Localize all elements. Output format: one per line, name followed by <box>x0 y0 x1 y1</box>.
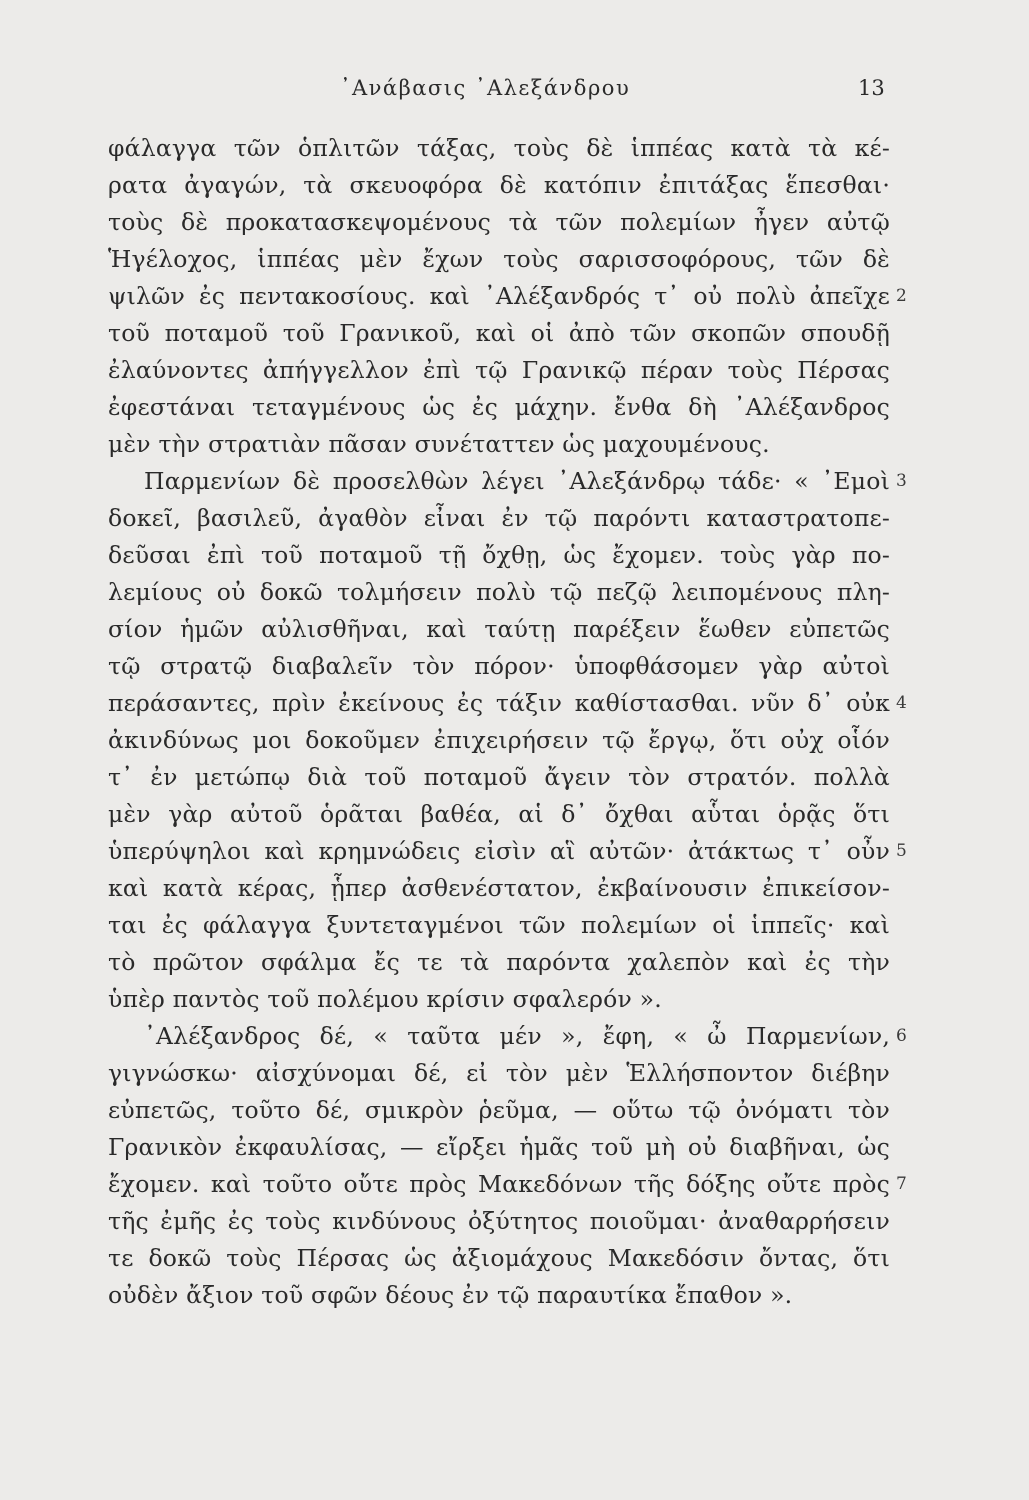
text-line: τ᾿ ἐν μετώπῳ διὰ τοῦ ποταμοῦ ἄγειν τὸν στρατόν. πολλὰ <box>108 763 890 791</box>
page-number: 13 <box>858 76 885 100</box>
text-line: εὐπετῶς, τοῦτο δέ, σμικρὸν ῥεῦμα, — οὕτω τῷ ὀνόματι τὸν <box>108 1096 890 1124</box>
text-line: σίον ἡμῶν αὐλισθῆναι, καὶ ταύτῃ παρέξειν ἕωθεν εὐπετῶς <box>108 615 890 643</box>
text-line: Παρμενίων δὲ προσελθὼν λέγει ᾿Αλεξάνδρῳ τάδε· « ᾿Εμοὶ <box>144 467 890 495</box>
text-line: ψιλῶν ἐς πεντακοσίους. καὶ ᾿Αλέξανδρός τ᾿ οὐ πολὺ ἀπεῖχε <box>108 282 890 310</box>
text-line: ἔχομεν. καὶ τοῦτο οὔτε πρὸς Μακεδόνων τῆς δόξης οὔτε πρὸς <box>108 1170 890 1198</box>
section-number: 2 <box>896 286 907 306</box>
section-number: 4 <box>896 693 907 713</box>
text-line: Ἡγέλοχος, ἱππέας μὲν ἔχων τοὺς σαρισσοφόρους, τῶν δὲ <box>108 245 890 273</box>
section-number: 6 <box>896 1026 907 1046</box>
section-number: 7 <box>896 1174 907 1194</box>
running-title: ᾿Ανάβασις ᾿Αλεξάνδρου <box>340 76 631 100</box>
text-line: τοῦ ποταμοῦ τοῦ Γρανικοῦ, καὶ οἱ ἀπὸ τῶν σκοπῶν σπουδῇ <box>108 319 890 347</box>
text-line: ᾿Αλέξανδρος δέ, « ταῦτα μέν », ἔφη, « ὦ Παρμενίων, <box>144 1022 890 1050</box>
text-line: ἐφεστάναι τεταγμένους ὡς ἐς μάχην. ἔνθα δὴ ᾿Αλέξανδρος <box>108 393 890 421</box>
running-head <box>0 76 1029 106</box>
text-line: ρατα ἀγαγών, τὰ σκευοφόρα δὲ κατόπιν ἐπιτάξας ἕπεσθαι· <box>108 171 890 199</box>
text-line: δοκεῖ, βασιλεῦ, ἀγαθὸν εἶναι ἐν τῷ παρόντι καταστρατοπε- <box>108 504 890 532</box>
text-line: καὶ κατὰ κέρας, ᾗπερ ἀσθενέστατον, ἐκβαίνουσιν ἐπικείσον- <box>108 874 890 902</box>
text-line: ἐλαύνοντες ἀπήγγελλον ἐπὶ τῷ Γρανικῷ πέραν τοὺς Πέρσας <box>108 356 890 384</box>
text-line: οὐδὲν ἄξιον τοῦ σφῶν δέους ἐν τῷ παραυτίκα ἔπαθον ». <box>108 1281 793 1309</box>
text-line: ὑπὲρ παντὸς τοῦ πολέμου κρίσιν σφαλερόν ». <box>108 985 662 1013</box>
text-line: περάσαντες, πρὶν ἐκείνους ἐς τάξιν καθίστασθαι. νῦν δ᾿ οὐκ <box>108 689 890 717</box>
text-line: τοὺς δὲ προκατασκεψομένους τὰ τῶν πολεμίων ἦγεν αὐτῷ <box>108 208 890 236</box>
text-line: ται ἐς φάλαγγα ξυντεταγμένοι τῶν πολεμίων οἱ ἱππεῖς· καὶ <box>108 911 890 939</box>
text-line: Γρανικὸν ἐκφαυλίσας, — εἴρξει ἡμᾶς τοῦ μὴ οὐ διαβῆναι, ὡς <box>108 1133 890 1161</box>
text-line: τῷ στρατῷ διαβαλεῖν τὸν πόρον· ὑποφθάσομεν γὰρ αὐτοὶ <box>108 652 890 680</box>
text-line: τὸ πρῶτον σφάλμα ἔς τε τὰ παρόντα χαλεπὸν καὶ ἐς τὴν <box>108 948 890 976</box>
text-line: ὑπερύψηλοι καὶ κρημνώδεις εἰσὶν αἳ αὐτῶν· ἀτάκτως τ᾿ οὖν <box>108 837 890 865</box>
text-line: ἀκινδύνως μοι δοκοῦμεν ἐπιχειρήσειν τῷ ἔργῳ, ὅτι οὐχ οἷόν <box>108 726 890 754</box>
text-line: τῆς ἐμῆς ἐς τοὺς κινδύνους ὀξύτητος ποιοῦμαι· ἀναθαρρήσειν <box>108 1207 890 1235</box>
section-number: 5 <box>896 841 907 861</box>
text-line: τε δοκῶ τοὺς Πέρσας ὡς ἀξιομάχους Μακεδόσιν ὄντας, ὅτι <box>108 1244 890 1272</box>
text-line: μὲν γὰρ αὐτοῦ ὁρᾶται βαθέα, αἱ δ᾿ ὄχθαι αὗται ὁρᾷς ὅτι <box>108 800 890 828</box>
text-line: δεῦσαι ἐπὶ τοῦ ποταμοῦ τῇ ὄχθῃ, ὡς ἔχομεν. τοὺς γὰρ πο- <box>108 541 890 569</box>
text-line: μὲν τὴν στρατιὰν πᾶσαν συνέταττεν ὡς μαχουμένους. <box>108 430 770 458</box>
text-line: φάλαγγα τῶν ὁπλιτῶν τάξας, τοὺς δὲ ἱππέας κατὰ τὰ κέ- <box>108 134 890 162</box>
text-line: λεμίους οὐ δοκῶ τολμήσειν πολὺ τῷ πεζῷ λειπομένους πλη- <box>108 578 890 606</box>
text-line: γιγνώσκω· αἰσχύνομαι δέ, εἰ τὸν μὲν Ἑλλήσποντον διέβην <box>108 1059 890 1087</box>
section-number: 3 <box>896 471 907 491</box>
